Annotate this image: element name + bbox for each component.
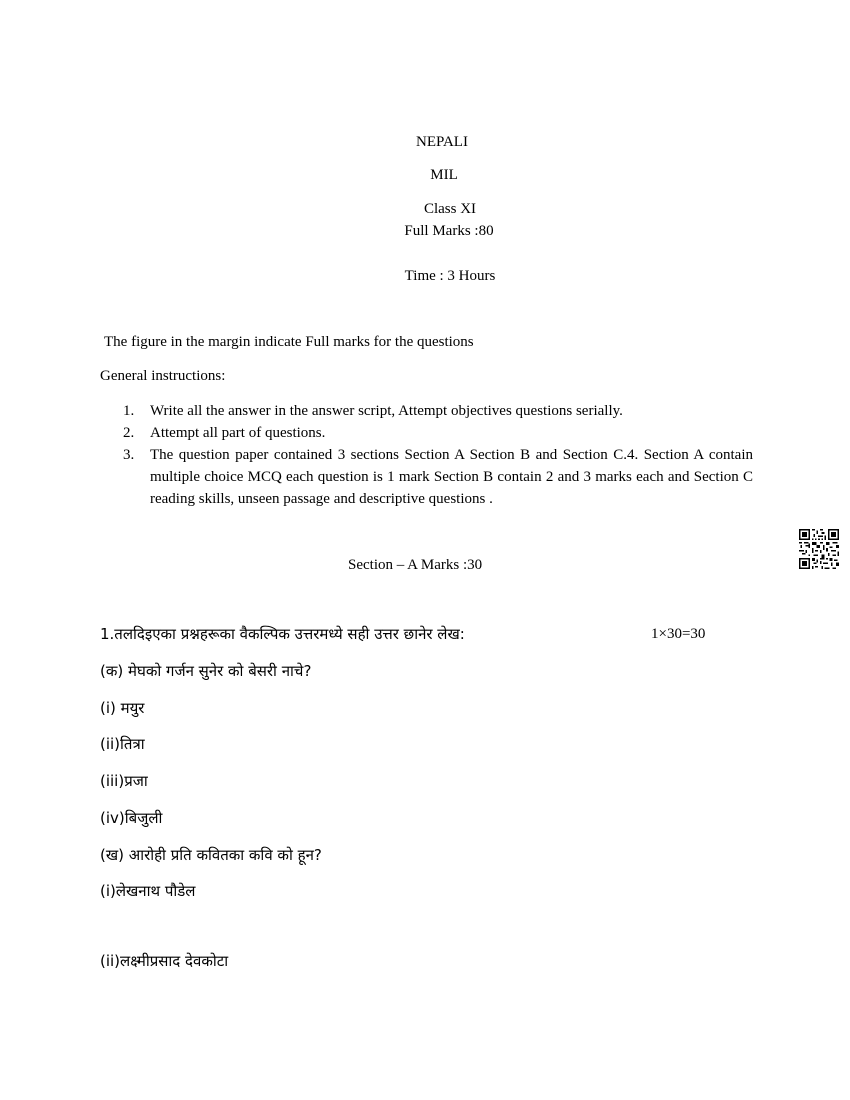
option-item: (iii)प्रजा <box>100 772 148 790</box>
instruction-number: 3. <box>123 447 135 463</box>
option-item: (ii)तित्रा <box>100 735 145 753</box>
instruction-text: The question paper contained 3 sections Section A Section B and Section C.4. Section A contain multiple choice MCQ each question is 1 mark Section B contain 2 and 3 marks each and Section C reading skills, unseen passage and descriptive questions . <box>150 447 753 507</box>
instruction-text: Write all the answer in the answer script, Attempt objectives questions serially. <box>150 403 623 419</box>
instructions-list <box>123 400 753 510</box>
instructions-heading: General instructions: <box>100 368 226 384</box>
instruction-item <box>123 444 753 510</box>
qr-code-icon <box>799 529 839 569</box>
option-item: (i)लेखनाथ पौडेल <box>100 882 196 900</box>
option-item: (iv)बिजुली <box>100 809 163 827</box>
instruction-text: Attempt all part of questions. <box>150 425 326 441</box>
option-item: (ii)लक्ष्मीप्रसाद देवकोटा <box>100 952 229 970</box>
full-marks: Full Marks :80 <box>404 223 494 239</box>
question-kha-text: (ख) आरोही प्रति कवितका कवि को हून? <box>100 846 322 864</box>
option-item: (i) मयुर <box>100 699 145 717</box>
exam-time: Time : 3 Hours <box>404 268 496 284</box>
instruction-item <box>123 422 753 444</box>
instruction-item <box>123 400 753 422</box>
question-1-text: 1.तलदिइएका प्रश्नहरूका वैकल्पिक उत्तरमध्ये सही उत्तर छानेर लेख: <box>100 625 465 643</box>
instruction-number: 1. <box>123 403 135 419</box>
section-a-title: Section – A Marks :30 <box>348 557 483 573</box>
question-1-marks: 1×30=30 <box>651 626 706 642</box>
class-label: Class XI <box>423 201 477 217</box>
instruction-number: 2. <box>123 425 135 441</box>
subject-title: NEPALI <box>416 134 468 150</box>
category-label: MIL <box>430 167 458 183</box>
question-ka-text: (क) मेघको गर्जन सुनेर को बेसरी नाचे? <box>100 662 312 680</box>
margin-note: The figure in the margin indicate Full marks for the questions <box>104 334 474 350</box>
